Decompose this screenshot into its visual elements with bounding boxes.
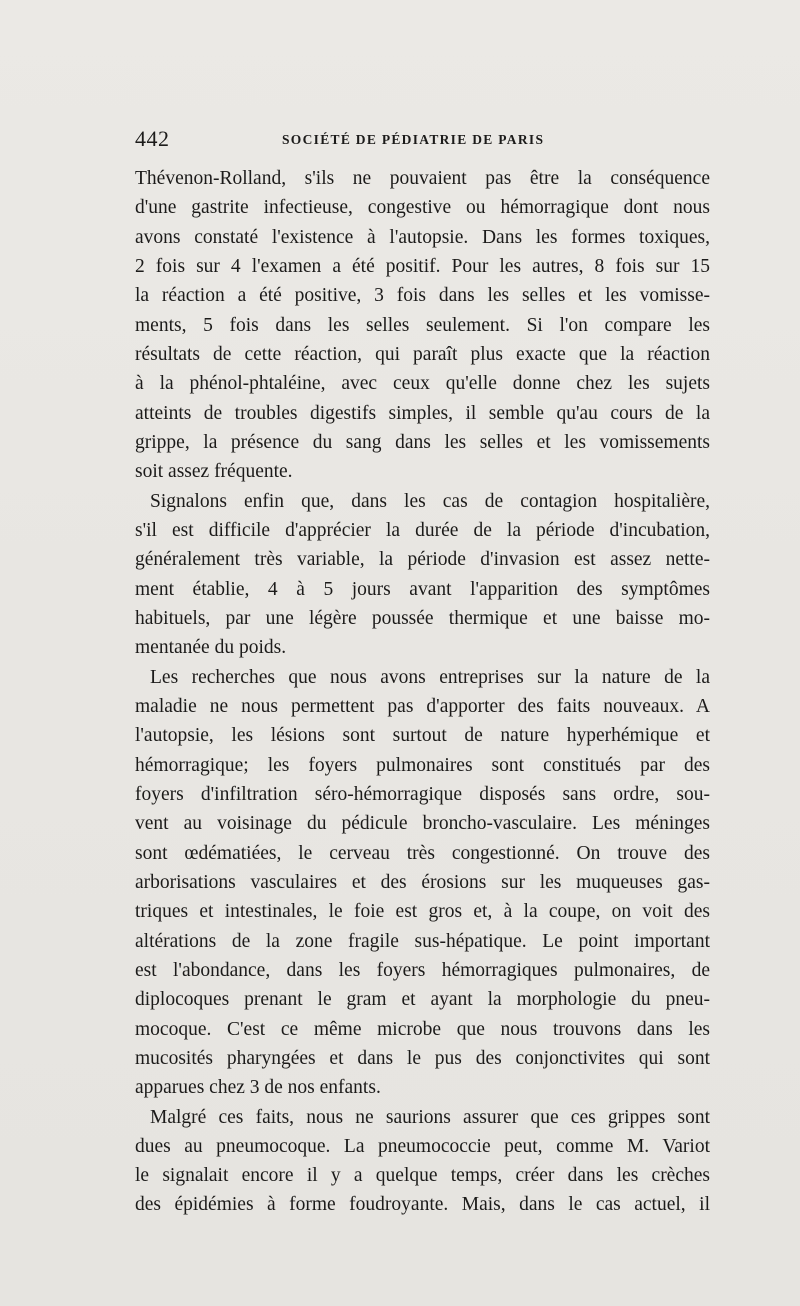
text-line: Signalons enfin que, dans les cas de contagion hospitalière, (150, 490, 710, 512)
text-line: triques et intestinales, le foie est gros et, à la coupe, on voit des (135, 901, 710, 923)
text-line: mucosités pharyngées et dans le pus des conjonctivites qui sont (135, 1047, 710, 1069)
text-line: hémorragique; les foyers pulmonaires sont constitués par des (135, 754, 710, 776)
text-line: apparues chez 3 de nos enfants. (135, 1077, 381, 1099)
text-line: avons constaté l'existence à l'autopsie. Dans les formes toxiques, (135, 226, 710, 248)
page-number: 442 (135, 126, 170, 151)
paragraph (135, 663, 710, 1103)
text-line: généralement très variable, la période d'invasion est assez nette- (135, 549, 710, 571)
text-line: diplocoques prenant le gram et ayant la morphologie du pneu- (135, 989, 710, 1011)
text-line: la réaction a été positive, 3 fois dans les selles et les vomisse- (135, 285, 710, 307)
text-line: ments, 5 fois dans les selles seulement. Si l'on compare les (135, 314, 710, 336)
text-line: à la phénol-phtaléine, avec ceux qu'elle donne chez les sujets (135, 373, 710, 395)
body-text (135, 164, 710, 1220)
text-line: est l'abondance, dans les foyers hémorragiques pulmonaires, de (135, 959, 710, 981)
text-line: altérations de la zone fragile sus-hépatique. Le point important (135, 930, 710, 952)
text-line: soit assez fréquente. (135, 461, 293, 483)
text-line: 2 fois sur 4 l'examen a été positif. Pour les autres, 8 fois sur 15 (135, 255, 710, 277)
text-line: s'il est difficile d'apprécier la durée de la période d'incubation, (135, 519, 710, 541)
text-line: sont œdématiées, le cerveau très congestionné. On trouve des (135, 842, 710, 864)
text-line: d'une gastrite infectieuse, congestive ou hémorragique dont nous (135, 197, 710, 219)
text-line: habituels, par une légère poussée thermique et une baisse mo- (135, 607, 710, 629)
text-line: mentanée du poids. (135, 637, 287, 659)
text-line: maladie ne nous permettent pas d'apporter des faits nouveaux. A (135, 695, 710, 717)
text-line: le signalait encore il y a quelque temps, créer dans les crèches (135, 1165, 710, 1187)
text-line: résultats de cette réaction, qui paraît plus exacte que la réaction (135, 343, 710, 365)
text-line: Les recherches que nous avons entreprises sur la nature de la (150, 666, 710, 688)
text-line: arborisations vasculaires et des érosions sur les muqueuses gas- (135, 871, 710, 893)
text-line: mocoque. C'est ce même microbe que nous trouvons dans les (135, 1018, 710, 1040)
text-line: ment établie, 4 à 5 jours avant l'apparition des symptômes (135, 578, 710, 600)
paragraph (135, 487, 710, 663)
text-line: des épidémies à forme foudroyante. Mais, dans le cas actuel, il (135, 1194, 710, 1216)
text-line: Thévenon-Rolland, s'ils ne pouvaient pas être la conséquence (135, 168, 710, 189)
text-line: vent au voisinage du pédicule broncho-vasculaire. Les méninges (135, 813, 710, 835)
paragraph (135, 1103, 710, 1220)
paragraph (135, 164, 710, 487)
text-line: atteints de troubles digestifs simples, il semble qu'au cours de la (135, 402, 710, 424)
page-header (135, 126, 710, 154)
text-line: grippe, la présence du sang dans les selles et les vomissements (135, 431, 710, 453)
text-line: dues au pneumocoque. La pneumococcie peut, comme M. Variot (135, 1135, 710, 1157)
text-line: Malgré ces faits, nous ne saurions assurer que ces grippes sont (150, 1106, 710, 1128)
text-line: foyers d'infiltration séro-hémorragique disposés sans ordre, sou- (135, 783, 710, 805)
text-line: l'autopsie, les lésions sont surtout de nature hyperhémique et (135, 725, 710, 747)
running-title: SOCIÉTÉ DE PÉDIATRIE DE PARIS (282, 132, 545, 147)
